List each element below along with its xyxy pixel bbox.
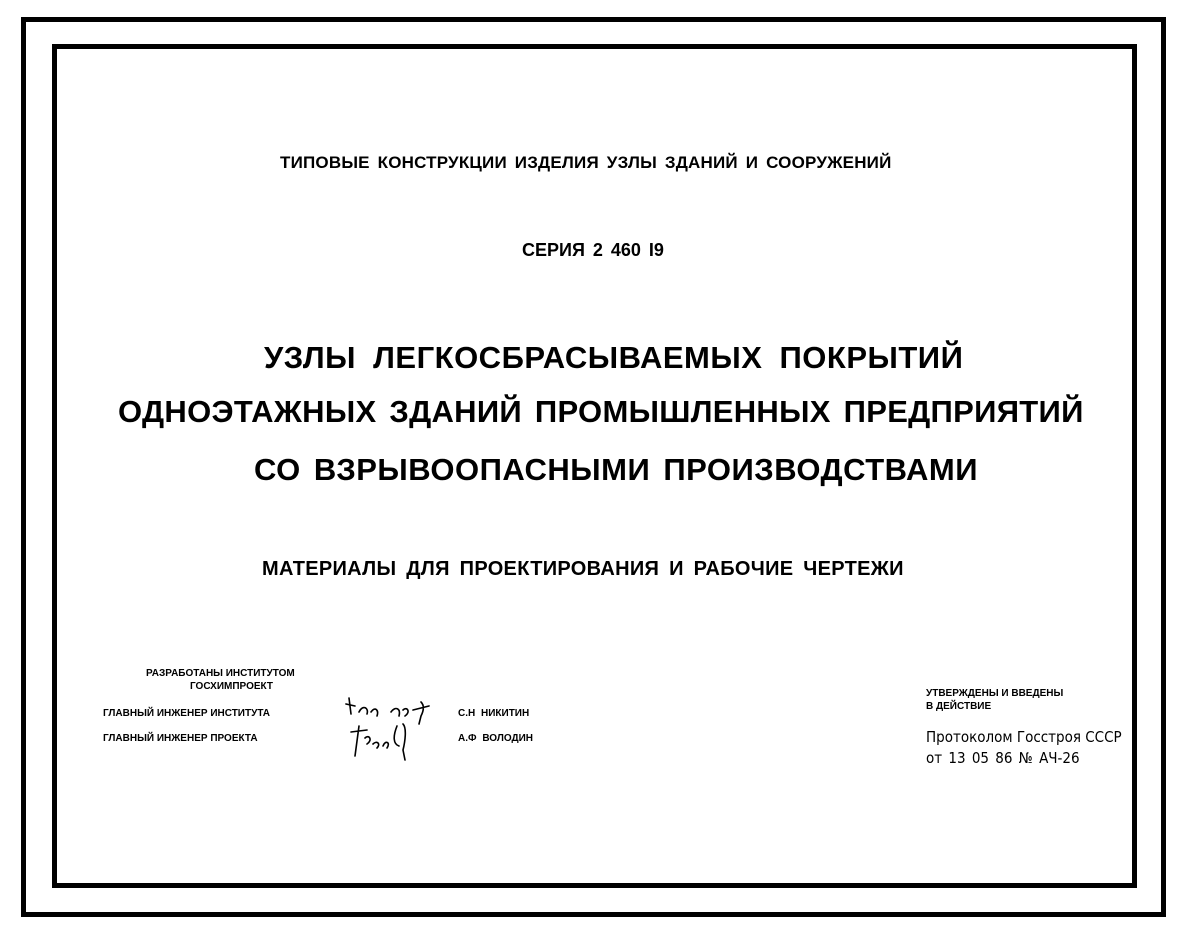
title-line-1: УЗЛЫ ЛЕГКОСБРАСЫВАЕМЫХ ПОКРЫТИЙ — [264, 340, 964, 375]
role-chief-engineer-project: ГЛАВНЫЙ ИНЖЕНЕР ПРОЕКТА — [103, 733, 258, 744]
developer-line-2: ГОСХИМПРОЕКТ — [190, 681, 273, 692]
approval-line-1: УТВЕРЖДЕНЫ И ВВЕДЕНЫ — [926, 688, 1064, 699]
signature-volodin — [345, 722, 445, 762]
series-header: ТИПОВЫЕ КОНСТРУКЦИИ ИЗДЕЛИЯ УЗЛЫ ЗДАНИЙ И СООРУЖЕНИЙ — [280, 153, 892, 172]
role-chief-engineer-institute: ГЛАВНЫЙ ИНЖЕНЕР ИНСТИТУТА — [103, 708, 271, 719]
approval-protocol-handwritten: Протоколом Госстроя СССР — [926, 728, 1122, 746]
subtitle: МАТЕРИАЛЫ ДЛЯ ПРОЕКТИРОВАНИЯ И РАБОЧИЕ ЧЕРТЕЖИ — [262, 558, 904, 580]
title-line-3: СО ВЗРЫВООПАСНЫМИ ПРОИЗВОДСТВАМИ — [254, 452, 978, 487]
approval-date-handwritten: от 13 05 86 № АЧ-26 — [926, 749, 1080, 767]
developer-line-1: РАЗРАБОТАНЫ ИНСТИТУТОМ — [146, 668, 295, 679]
name-volodin: А.Ф ВОЛОДИН — [458, 733, 534, 744]
name-nikitin: С.Н НИКИТИН — [458, 708, 530, 719]
title-line-2: ОДНОЭТАЖНЫХ ЗДАНИЙ ПРОМЫШЛЕННЫХ ПРЕДПРИЯТИЙ — [118, 394, 1084, 429]
approval-line-2: В ДЕЙСТВИЕ — [926, 701, 992, 712]
series-number: СЕРИЯ 2 460 I9 — [522, 240, 664, 260]
